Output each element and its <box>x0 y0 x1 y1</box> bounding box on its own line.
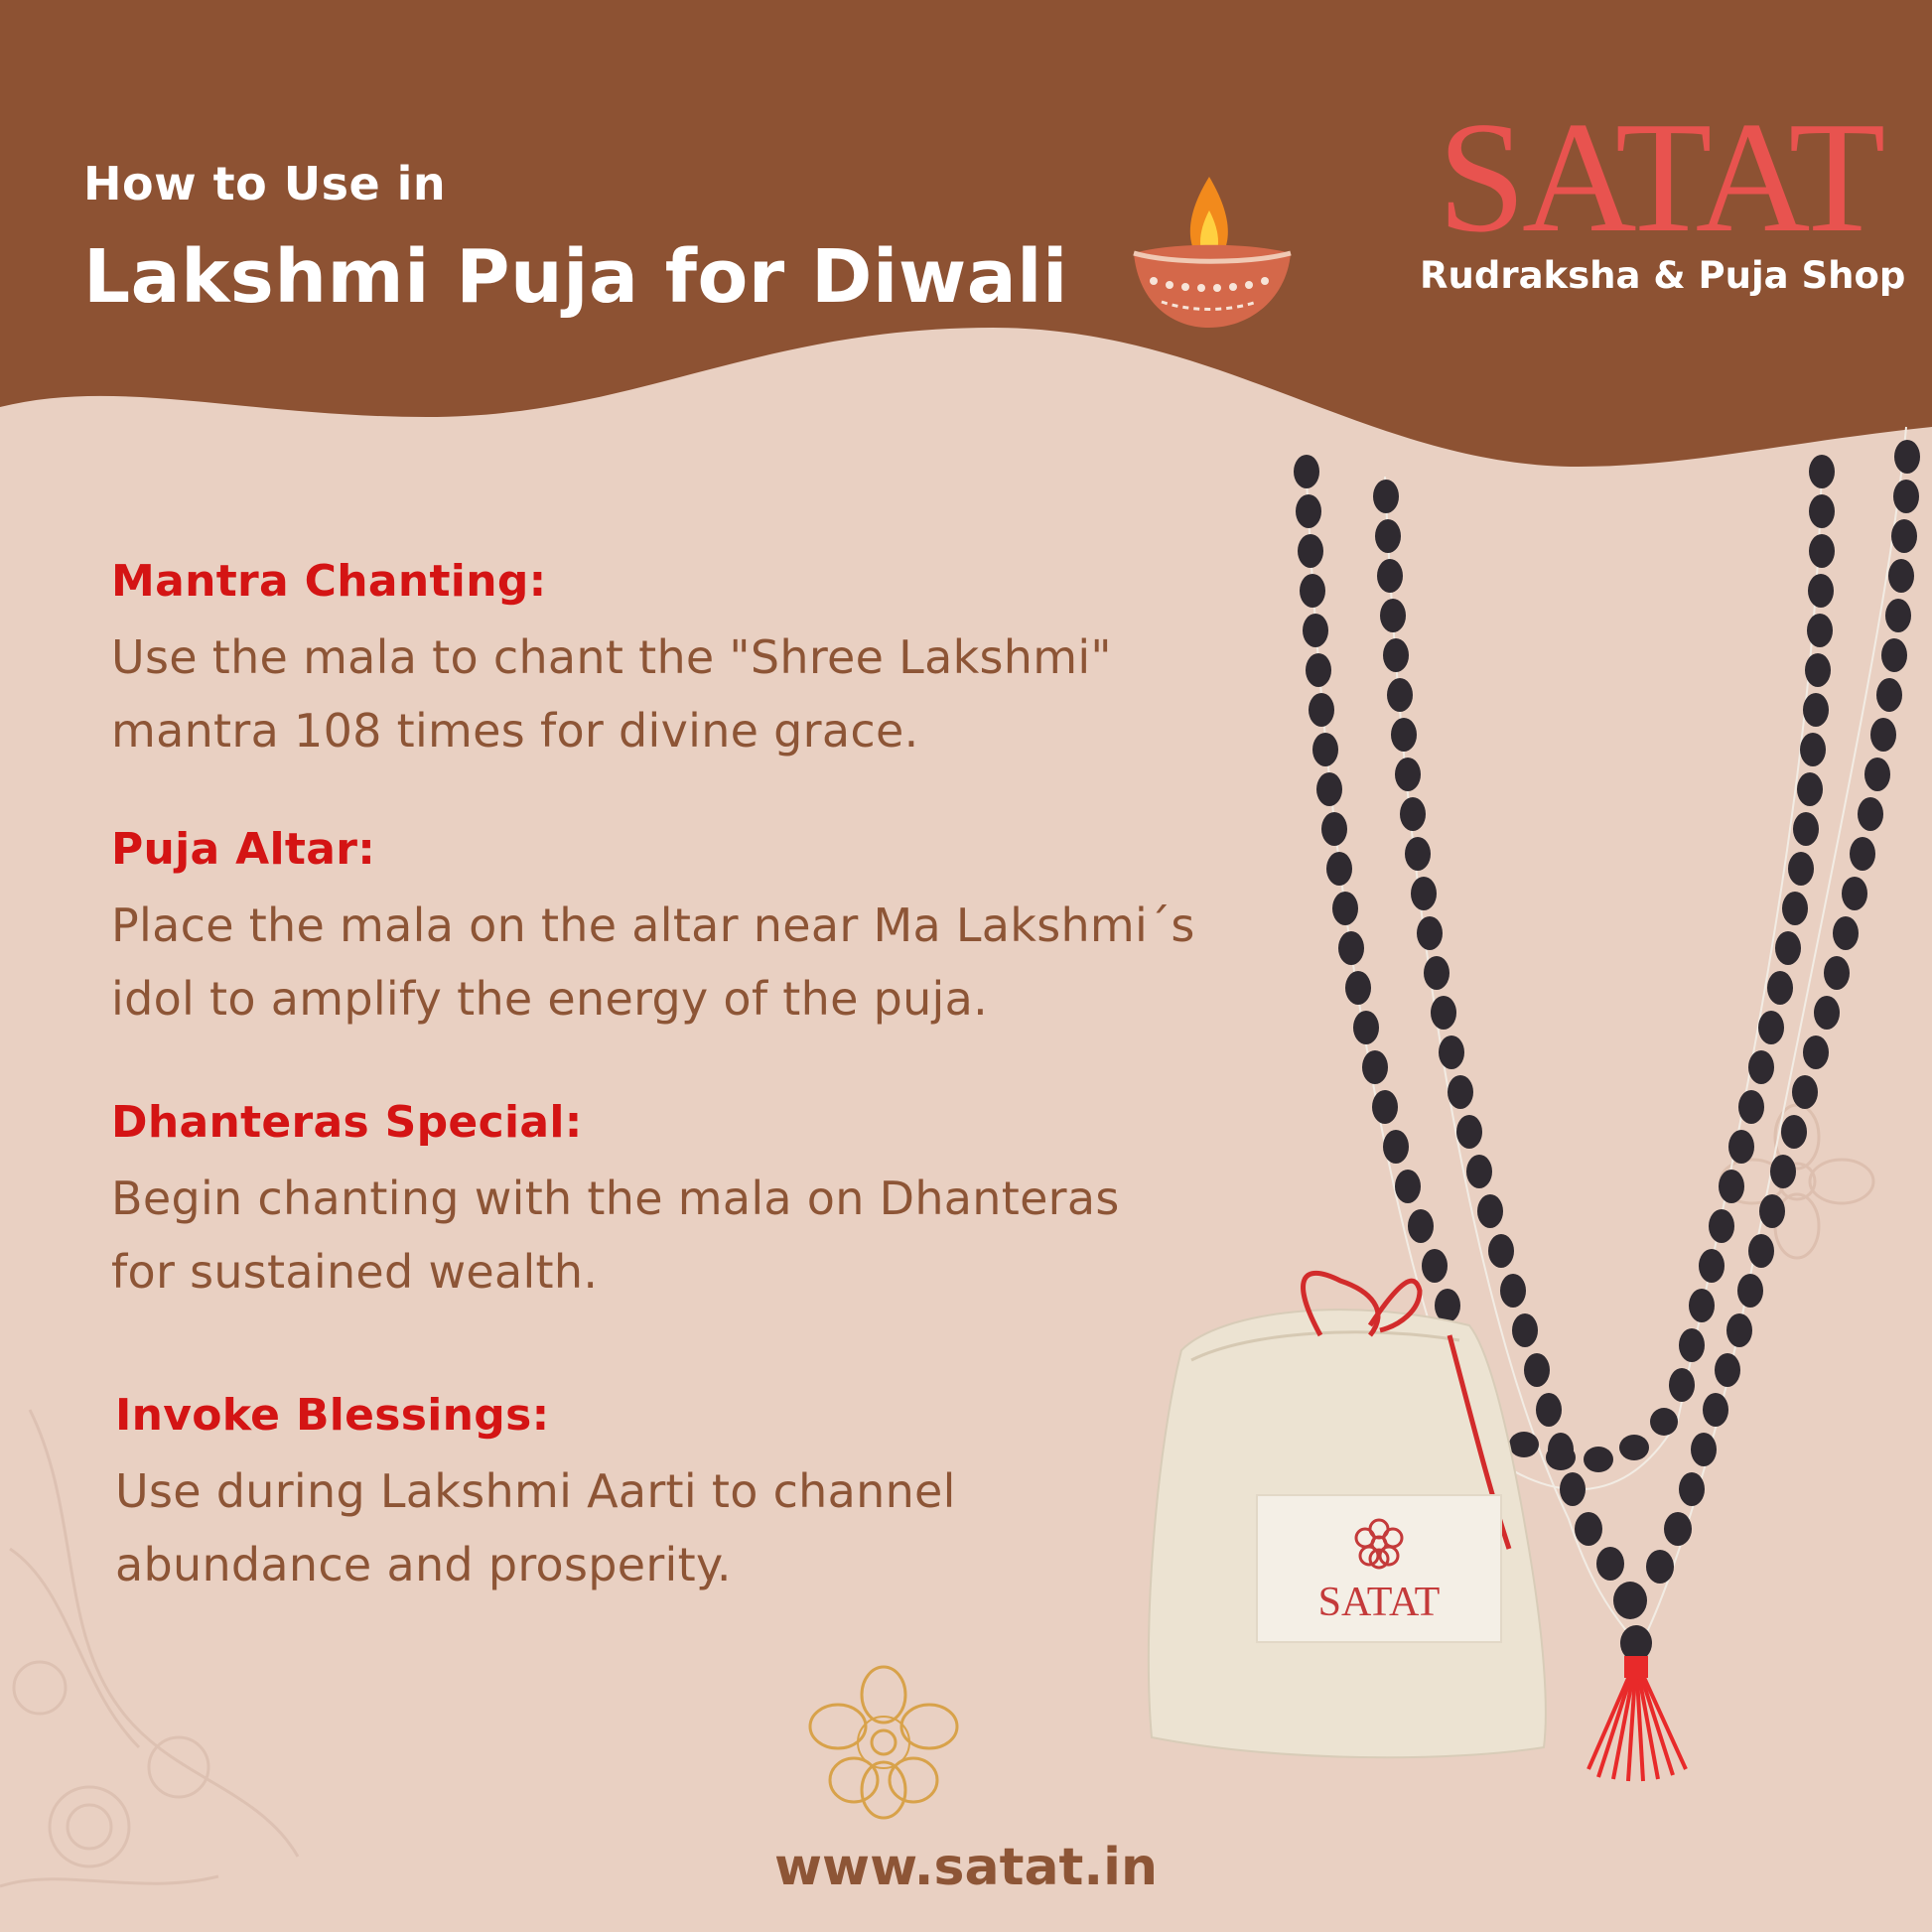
website-link[interactable]: www.satat.in <box>774 1838 1158 1897</box>
section-body <box>111 1162 1322 1309</box>
section-line: idol to amplify the energy of the puja. <box>111 972 989 1026</box>
section-line: mantra 108 times for divine grace. <box>111 704 919 758</box>
section-body <box>115 1454 1326 1601</box>
section-body <box>111 889 1322 1035</box>
section-line: Use during Lakshmi Aarti to channel <box>115 1464 956 1518</box>
brand-tagline: Rudraksha & Puja Shop <box>1420 254 1906 297</box>
section-body <box>111 621 1322 767</box>
section-line: Use the mala to chant the "Shree Lakshmi" <box>111 630 1112 684</box>
section-mantra-chanting <box>111 556 1322 767</box>
brand-logo-text: SATAT <box>1438 88 1882 265</box>
section-heading: Mantra Chanting: <box>111 556 547 607</box>
header-subtitle: How to Use in <box>83 157 447 210</box>
section-line: abundance and prosperity. <box>115 1538 732 1591</box>
section-dhanteras-special <box>111 1097 1322 1309</box>
section-invoke-blessings <box>115 1390 1326 1601</box>
red-tassel <box>1588 1660 1686 1781</box>
section-line: for sustained wealth. <box>111 1245 599 1299</box>
section-heading: Puja Altar: <box>111 824 376 875</box>
section-heading: Invoke Blessings: <box>115 1390 550 1441</box>
section-line: Begin chanting with the mala on Dhanteras <box>111 1172 1120 1225</box>
section-heading: Dhanteras Special: <box>111 1097 583 1148</box>
bag-label-text: SATAT <box>1317 1580 1441 1625</box>
section-line: Place the mala on the altar near Ma Lakshmi´s <box>111 898 1195 952</box>
section-puja-altar <box>111 824 1322 1035</box>
page-title: Lakshmi Puja for Diwali <box>83 234 1068 320</box>
flower-logo-icon <box>810 1667 957 1818</box>
